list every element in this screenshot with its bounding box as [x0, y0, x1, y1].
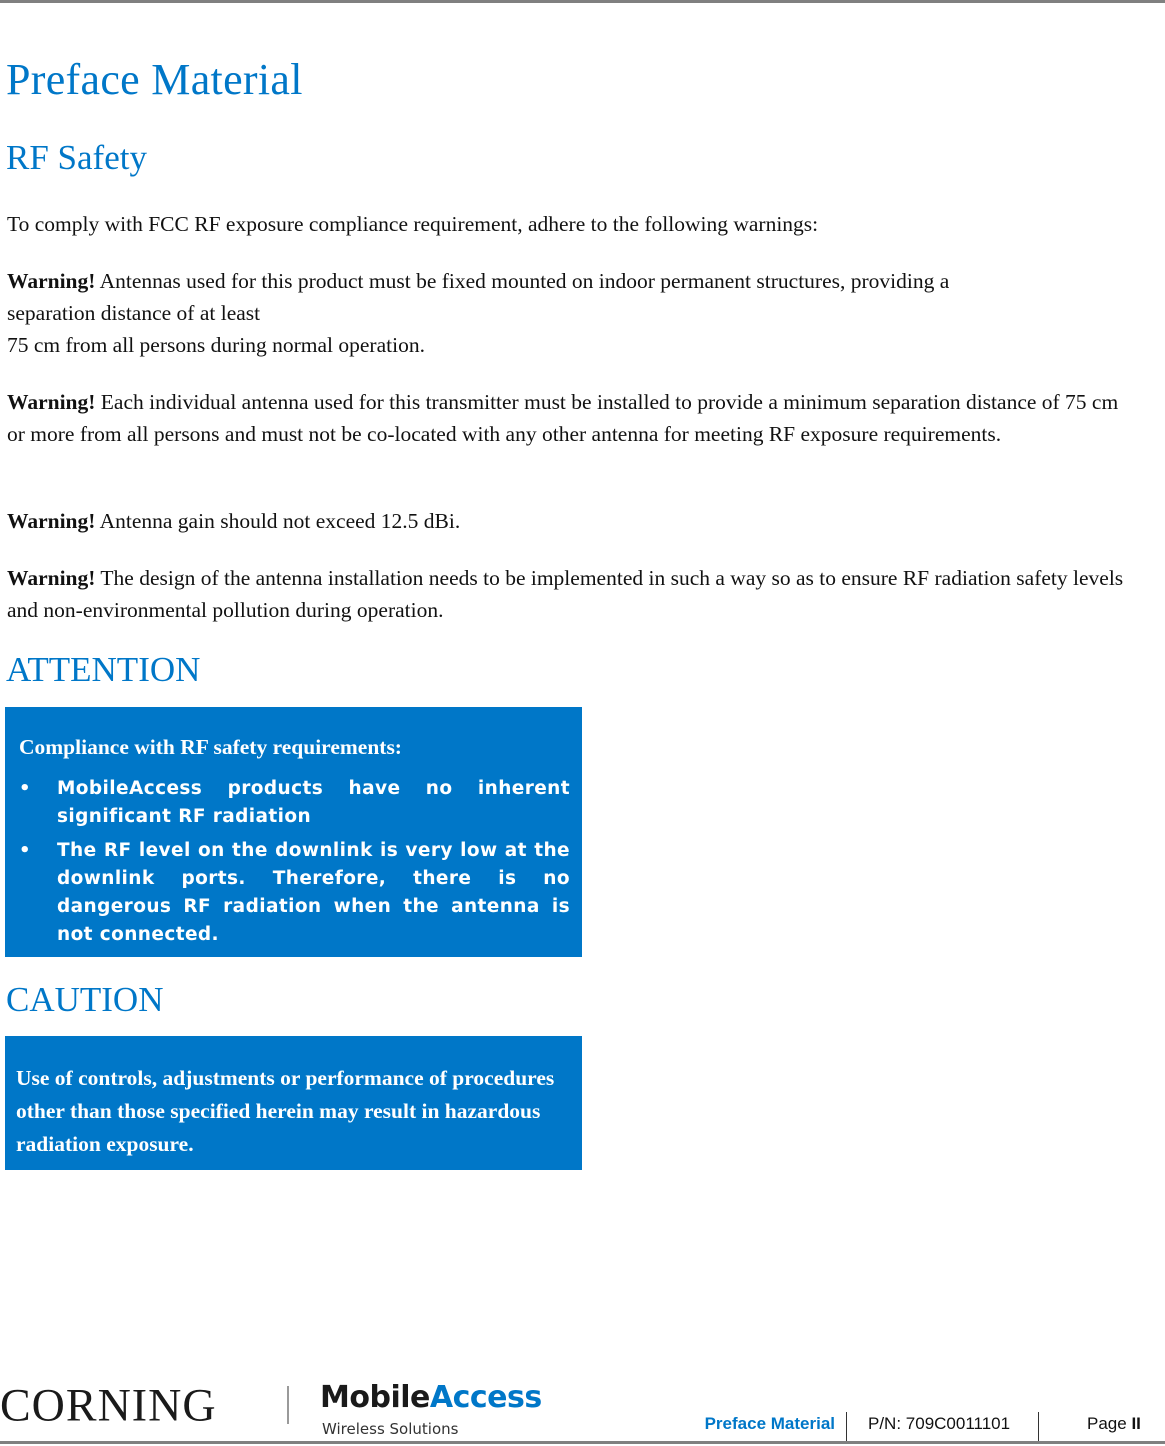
rf-safety-intro: To comply with FCC RF exposure compliance requirement, adhere to the following warnings: — [7, 212, 819, 236]
footer-page — [1087, 1414, 1141, 1434]
caution-box — [5, 1036, 582, 1170]
warning-label: Warning! — [7, 566, 96, 590]
warning-paragraph-1 — [7, 265, 1137, 361]
corning-logo: CORNING — [0, 1378, 217, 1431]
warning-label: Warning! — [7, 509, 96, 533]
footer-part-number: P/N: 709C0011101 — [868, 1414, 1011, 1433]
warning-text: separation distance of at least — [7, 301, 261, 325]
bullet-icon: • — [19, 778, 31, 799]
warning-text: Each individual antenna used for this transmitter must be installed to provide a minimum separation distance of 75 cm or more from all persons and must not be co-located with any other antenna for meeting RF exposure requirements. — [7, 390, 1119, 446]
logo-divider — [287, 1386, 289, 1424]
footer-separator — [846, 1412, 847, 1442]
list-item-text: MobileAccess products have no inherent significant RF radiation — [57, 778, 570, 827]
warning-label: Warning! — [7, 269, 96, 293]
warning-paragraph-3 — [7, 505, 1137, 537]
page-title: Preface Material — [6, 55, 303, 104]
page-label: Page — [1087, 1414, 1132, 1433]
warning-paragraph-2 — [7, 386, 1137, 450]
logo-access-text: Access — [429, 1380, 542, 1415]
attention-list — [5, 775, 582, 955]
warning-text: The design of the antenna installation needs to be implemented in such a way so as to ensure RF radiation safety levels and non-environmental pollution during operation. — [7, 566, 1124, 622]
attention-box — [5, 707, 582, 957]
footer-rule — [0, 1441, 1165, 1444]
bullet-icon: • — [19, 840, 31, 861]
warning-text: Antenna gain should not exceed 12.5 dBi. — [95, 509, 461, 533]
warning-text: Antennas used for this product must be fixed mounted on indoor permanent structures, providing a — [95, 269, 950, 293]
rf-safety-heading: RF Safety — [6, 138, 147, 177]
logo-tagline: Wireless Solutions — [322, 1420, 459, 1438]
page-number: II — [1131, 1414, 1141, 1433]
list-item — [5, 775, 582, 831]
top-rule — [0, 0, 1165, 3]
warning-paragraph-4 — [7, 562, 1137, 626]
list-item — [5, 837, 582, 949]
caution-heading: CAUTION — [6, 980, 164, 1019]
mobileaccess-logo — [320, 1380, 542, 1415]
warning-text: 75 cm from all persons during normal operation. — [7, 333, 425, 357]
caution-text: Use of controls, adjustments or performance of procedures other than those specified herein may result in hazardous radiation exposure. — [16, 1066, 555, 1156]
footer-separator — [1038, 1412, 1039, 1442]
list-item-text: The RF level on the downlink is very low at the downlink ports. Therefore, there is no dangerous RF radiation when the antenna is not connected. — [57, 840, 570, 945]
footer-section-name: Preface Material — [704, 1414, 835, 1433]
attention-box-title: Compliance with RF safety requirements: — [19, 735, 402, 759]
logo-mobile-text: Mobile — [320, 1380, 430, 1415]
warning-label: Warning! — [7, 390, 96, 414]
attention-heading: ATTENTION — [6, 650, 201, 689]
